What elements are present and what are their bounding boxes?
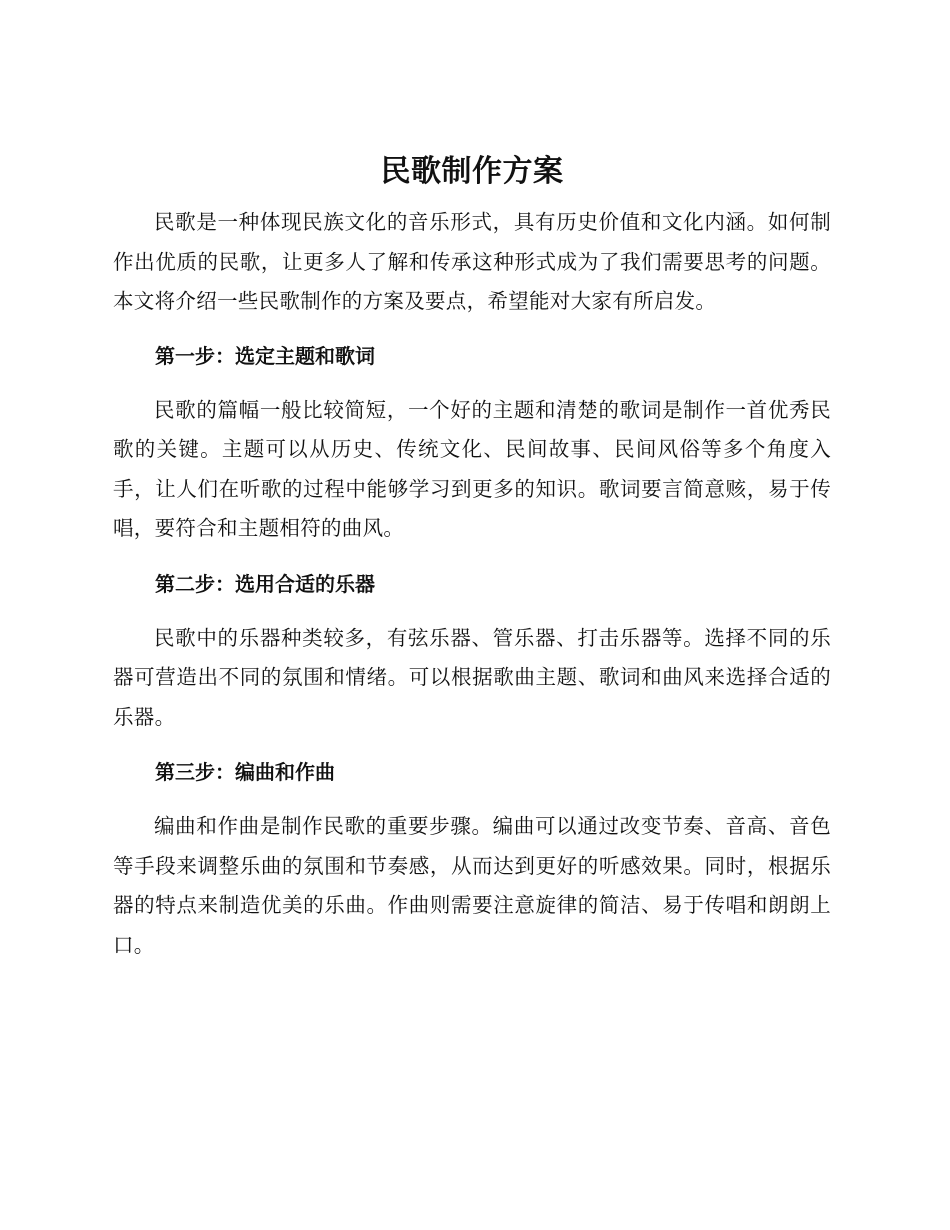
section-body-step-2: 民歌中的乐器种类较多，有弦乐器、管乐器、打击乐器等。选择不同的乐器可营造出不同的氛围和情绪。可以根据歌曲主题、歌词和曲风来选择合适的乐器。: [113, 625, 831, 729]
section-heading-step-3: 第三步：编曲和作曲: [155, 760, 335, 784]
document-title: 民歌制作方案: [380, 154, 564, 189]
section-body-step-3: 编曲和作曲是制作民歌的重要步骤。编曲可以通过改变节奏、音高、音色等手段来调整乐曲的氛围和节奏感，从而达到更好的听感效果。同时，根据乐器的特点来制造优美的乐曲。作曲则需要注意旋律的简洁、易于传唱和朗朗上口。: [113, 814, 831, 957]
document-page: [113, 150, 831, 965]
intro-paragraph: 民歌是一种体现民族文化的音乐形式，具有历史价值和文化内涵。如何制作出优质的民歌，让更多人了解和传承这种形式成为了我们需要思考的问题。本文将介绍一些民歌制作的方案及要点，希望能对大家有所启发。: [113, 210, 831, 313]
section-body-step-1: 民歌的篇幅一般比较简短，一个好的主题和清楚的歌词是制作一首优秀民歌的关键。主题可以从历史、传统文化、民间故事、民间风俗等多个角度入手，让人们在听歌的过程中能够学习到更多的知识。歌词要言简意赅，易于传唱，要符合和主题相符的曲风。: [113, 397, 831, 540]
section-heading-step-1: 第一步：选定主题和歌词: [155, 343, 375, 368]
section-heading-step-2: 第二步：选用合适的乐器: [155, 571, 375, 596]
